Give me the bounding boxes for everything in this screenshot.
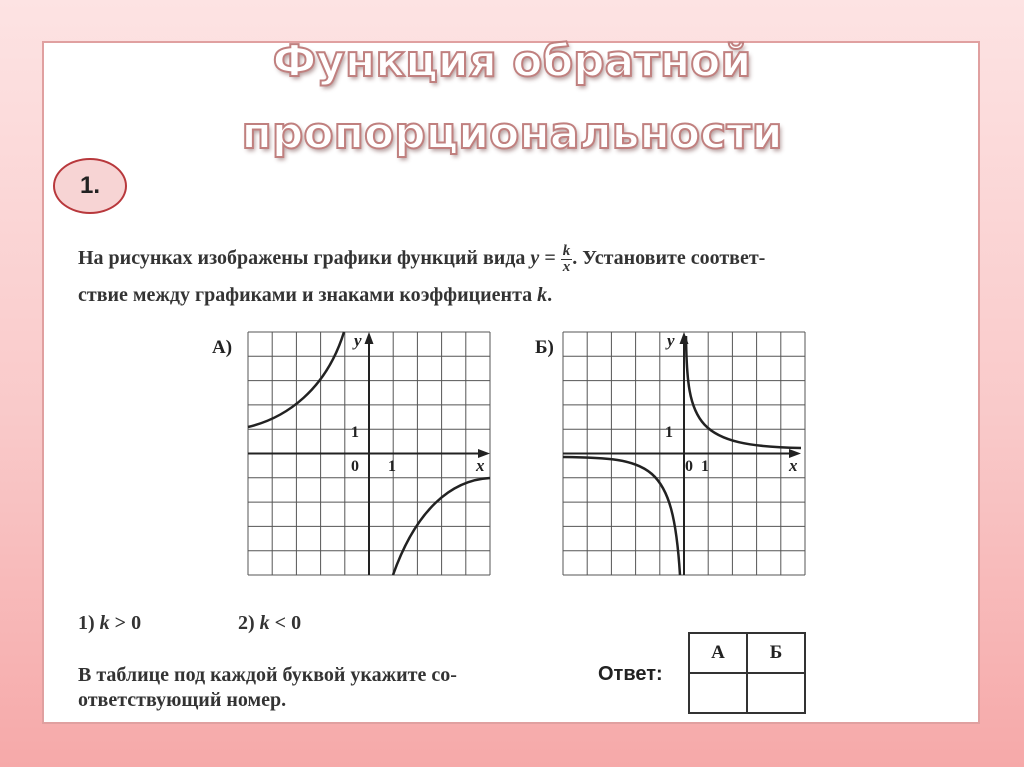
- formula-denominator: x: [562, 259, 571, 275]
- answer-header-a: А: [689, 633, 747, 673]
- graph-b: [561, 330, 811, 578]
- graph-b-y-label: y: [667, 331, 675, 350]
- graph-a: [246, 330, 496, 578]
- slide-title-line-1: Функция обратной: [272, 36, 752, 87]
- task-text-start: На рисунках изображены графики функций вида: [78, 247, 526, 270]
- task-number-badge: 1.: [53, 158, 127, 214]
- task-text-line-2: [78, 284, 552, 307]
- graph-b-unit-y: 1: [665, 424, 673, 441]
- option-2-relation: < 0: [274, 612, 302, 634]
- graph-a-x-label: x: [476, 456, 485, 475]
- formula-fraction: [561, 244, 573, 275]
- task-text-line-1: [78, 244, 765, 275]
- option-1-var: k: [99, 612, 110, 634]
- task-text-line-2-start: ствие между графиками и знаками коэффициента: [78, 284, 533, 306]
- graph-b-curve-right: [686, 336, 801, 448]
- graph-a-y-label: y: [354, 331, 362, 350]
- answer-input-row: [689, 673, 805, 713]
- option-2-number: 2): [238, 612, 255, 634]
- graph-a-y-arrow: [365, 332, 374, 344]
- option-1-number: 1): [78, 612, 95, 634]
- formula-lhs: y =: [530, 247, 556, 270]
- instruction-line-2: ответствующий номер.: [78, 689, 287, 711]
- graph-a-origin-label: 0: [351, 458, 359, 475]
- answer-cell-b[interactable]: [747, 673, 805, 713]
- task-text-end: . Установите соответ-: [572, 247, 766, 270]
- instruction-line-1: В таблице под каждой буквой укажите со-: [78, 664, 457, 686]
- graph-a-unit-x: 1: [388, 458, 396, 475]
- graph-b-curve-left: [563, 457, 680, 575]
- graph-a-unit-y: 1: [351, 424, 359, 441]
- formula-numerator: k: [562, 243, 571, 259]
- graph-b-x-label: x: [789, 456, 798, 475]
- graph-b-unit-x: 1: [701, 458, 709, 475]
- slide-title-line-2: пропорциональности: [241, 108, 783, 159]
- graph-a-label: А): [212, 337, 233, 358]
- option-1: [78, 612, 141, 635]
- task-text-line-2-var: k: [537, 284, 548, 306]
- graph-b-label: Б): [535, 337, 554, 358]
- option-2-var: k: [259, 612, 270, 634]
- answer-header-row: [689, 633, 805, 673]
- answer-cell-a[interactable]: [689, 673, 747, 713]
- answer-table: [688, 632, 806, 714]
- option-2: [238, 612, 301, 635]
- task-text-line-2-end: .: [547, 284, 553, 306]
- answer-label: Ответ:: [598, 663, 663, 685]
- graph-b-origin-label: 0: [685, 458, 693, 475]
- option-1-relation: > 0: [114, 612, 142, 634]
- answer-header-b: Б: [747, 633, 805, 673]
